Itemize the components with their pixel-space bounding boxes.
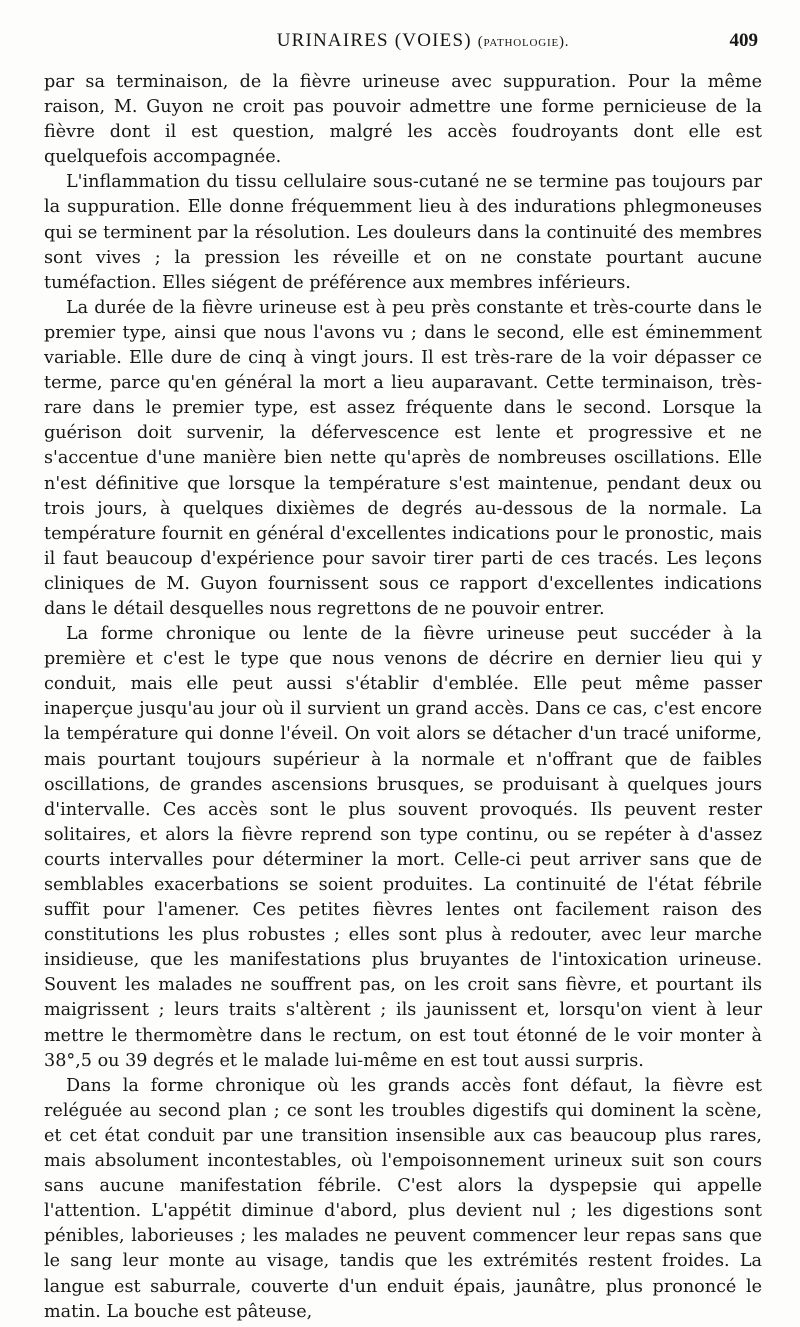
running-title	[277, 30, 570, 52]
paragraph-inflammation: L'inflammation du tissu cellulaire sous-cutané ne se termine pas toujours par la suppuration. Elle donne fréquemment lieu à des indurations phlegmoneuses qui se terminent par la résolution. Les douleurs dans la continuité des membres sont vives ; la pression les réveille et on ne constate pourtant aucune tuméfaction. Elles siégent de préférence aux membres inférieurs.	[44, 172, 762, 293]
paragraph-continuation: par sa terminaison, de la fièvre urineuse avec suppuration. Pour la même raison, M. Guyon ne croit pas pouvoir admettre une forme pernicieuse de la fièvre dont il est question, malgré les accès foudroyants dont elle est quelquefois accompagnée.	[44, 72, 762, 168]
running-title-sub: (pathologie).	[477, 34, 570, 50]
body-text	[44, 70, 762, 1325]
running-header	[44, 30, 762, 70]
paragraph-duree: La durée de la fièvre urineuse est à peu près constante et très-courte dans le premier type, ainsi que nous l'avons vu ; dans le second, elle est éminemment variable. Elle dure de cinq à vingt jours. Il est très-rare de la voir dépasser ce terme, parce qu'en général la mort a lieu auparavant. Cette terminaison, très-rare dans le premier type, est assez fréquente dans le second. Lorsque la guérison doit survenir, la défervescence est lente et progressive et ne s'accentue d'une manière bien nette qu'après de nombreuses oscillations. Elle n'est définitive que lorsque la température s'est maintenue, pendant deux ou trois jours, à quelques dixièmes de degrés au-dessous de la normale. La température fournit en général d'excellentes indications pour le pronostic, mais il faut beaucoup d'expérience pour savoir tirer parti de ces tracés. Les leçons cliniques de M. Guyon fournissent sous ce rapport d'excellentes indications dans le détail desquelles nous regrettons de ne pouvoir entrer.	[44, 297, 762, 619]
running-title-main: URINAIRES (VOIES)	[276, 30, 478, 51]
paragraph-troubles-digestifs: Dans la forme chronique où les grands accès font défaut, la fièvre est reléguée au second plan ; ce sont les troubles digestifs qui dominent la scène, et cet état conduit par une transition insensible aux cas beaucoup plus rares, mais absolument incontestables, où l'empoisonnement urineux suit son cours sans aucune manifestation fébrile. C'est alors la dyspepsie qui appelle l'attention. L'appétit diminue d'abord, plus devient nul ; les digestions sont pénibles, laborieuses ; les malades ne peuvent commencer leur repas sans que le sang leur monte au visage, tandis que les extrémités restent froides. La langue est saburrale, couverte d'un enduit épais, jaunâtre, plus prononcé le matin. La bouche est pâteuse,	[44, 1075, 762, 1322]
paragraph-forme-chronique: La forme chronique ou lente de la fièvre urineuse peut succéder à la première et c'est le type que nous venons de décrire en dernier lieu qui y conduit, mais elle peut aussi s'établir d'emblée. Elle peut même passer inaperçue jusqu'au jour où il survient un grand accès. Dans ce cas, c'est encore la température qui donne l'éveil. On voit alors se détacher d'un tracé uniforme, mais pourtant toujours supérieur à la normale et n'offrant que de faibles oscillations, de grandes ascensions brusques, se produisant à quelques jours d'intervalle. Ces accès sont le plus souvent provoqués. Ils peuvent rester solitaires, et alors la fièvre reprend son type continu, ou se repéter à d'assez courts intervalles pour déterminer la mort. Celle-ci peut arriver sans que de semblables exacerbations se soient produites. La continuité de l'état fébrile suffit pour l'amener. Ces petites fièvres lentes ont facilement raison des constitutions les plus robustes ; elles sont plus à redouter, avec leur marche insidieuse, que les manifestations plus bruyantes de l'intoxication urineuse. Souvent les malades ne souffrent pas, on les croit sans fièvre, et pourtant ils maigrissent ; leurs traits s'altèrent ; ils jaunissent et, lorsqu'on vient à leur mettre le thermomètre dans le rectum, on est tout étonné de le voir monter à 38°,5 ou 39 degrés et le malade lui-même en est tout aussi surpris.	[44, 624, 762, 1071]
page-number: 409	[729, 30, 758, 51]
